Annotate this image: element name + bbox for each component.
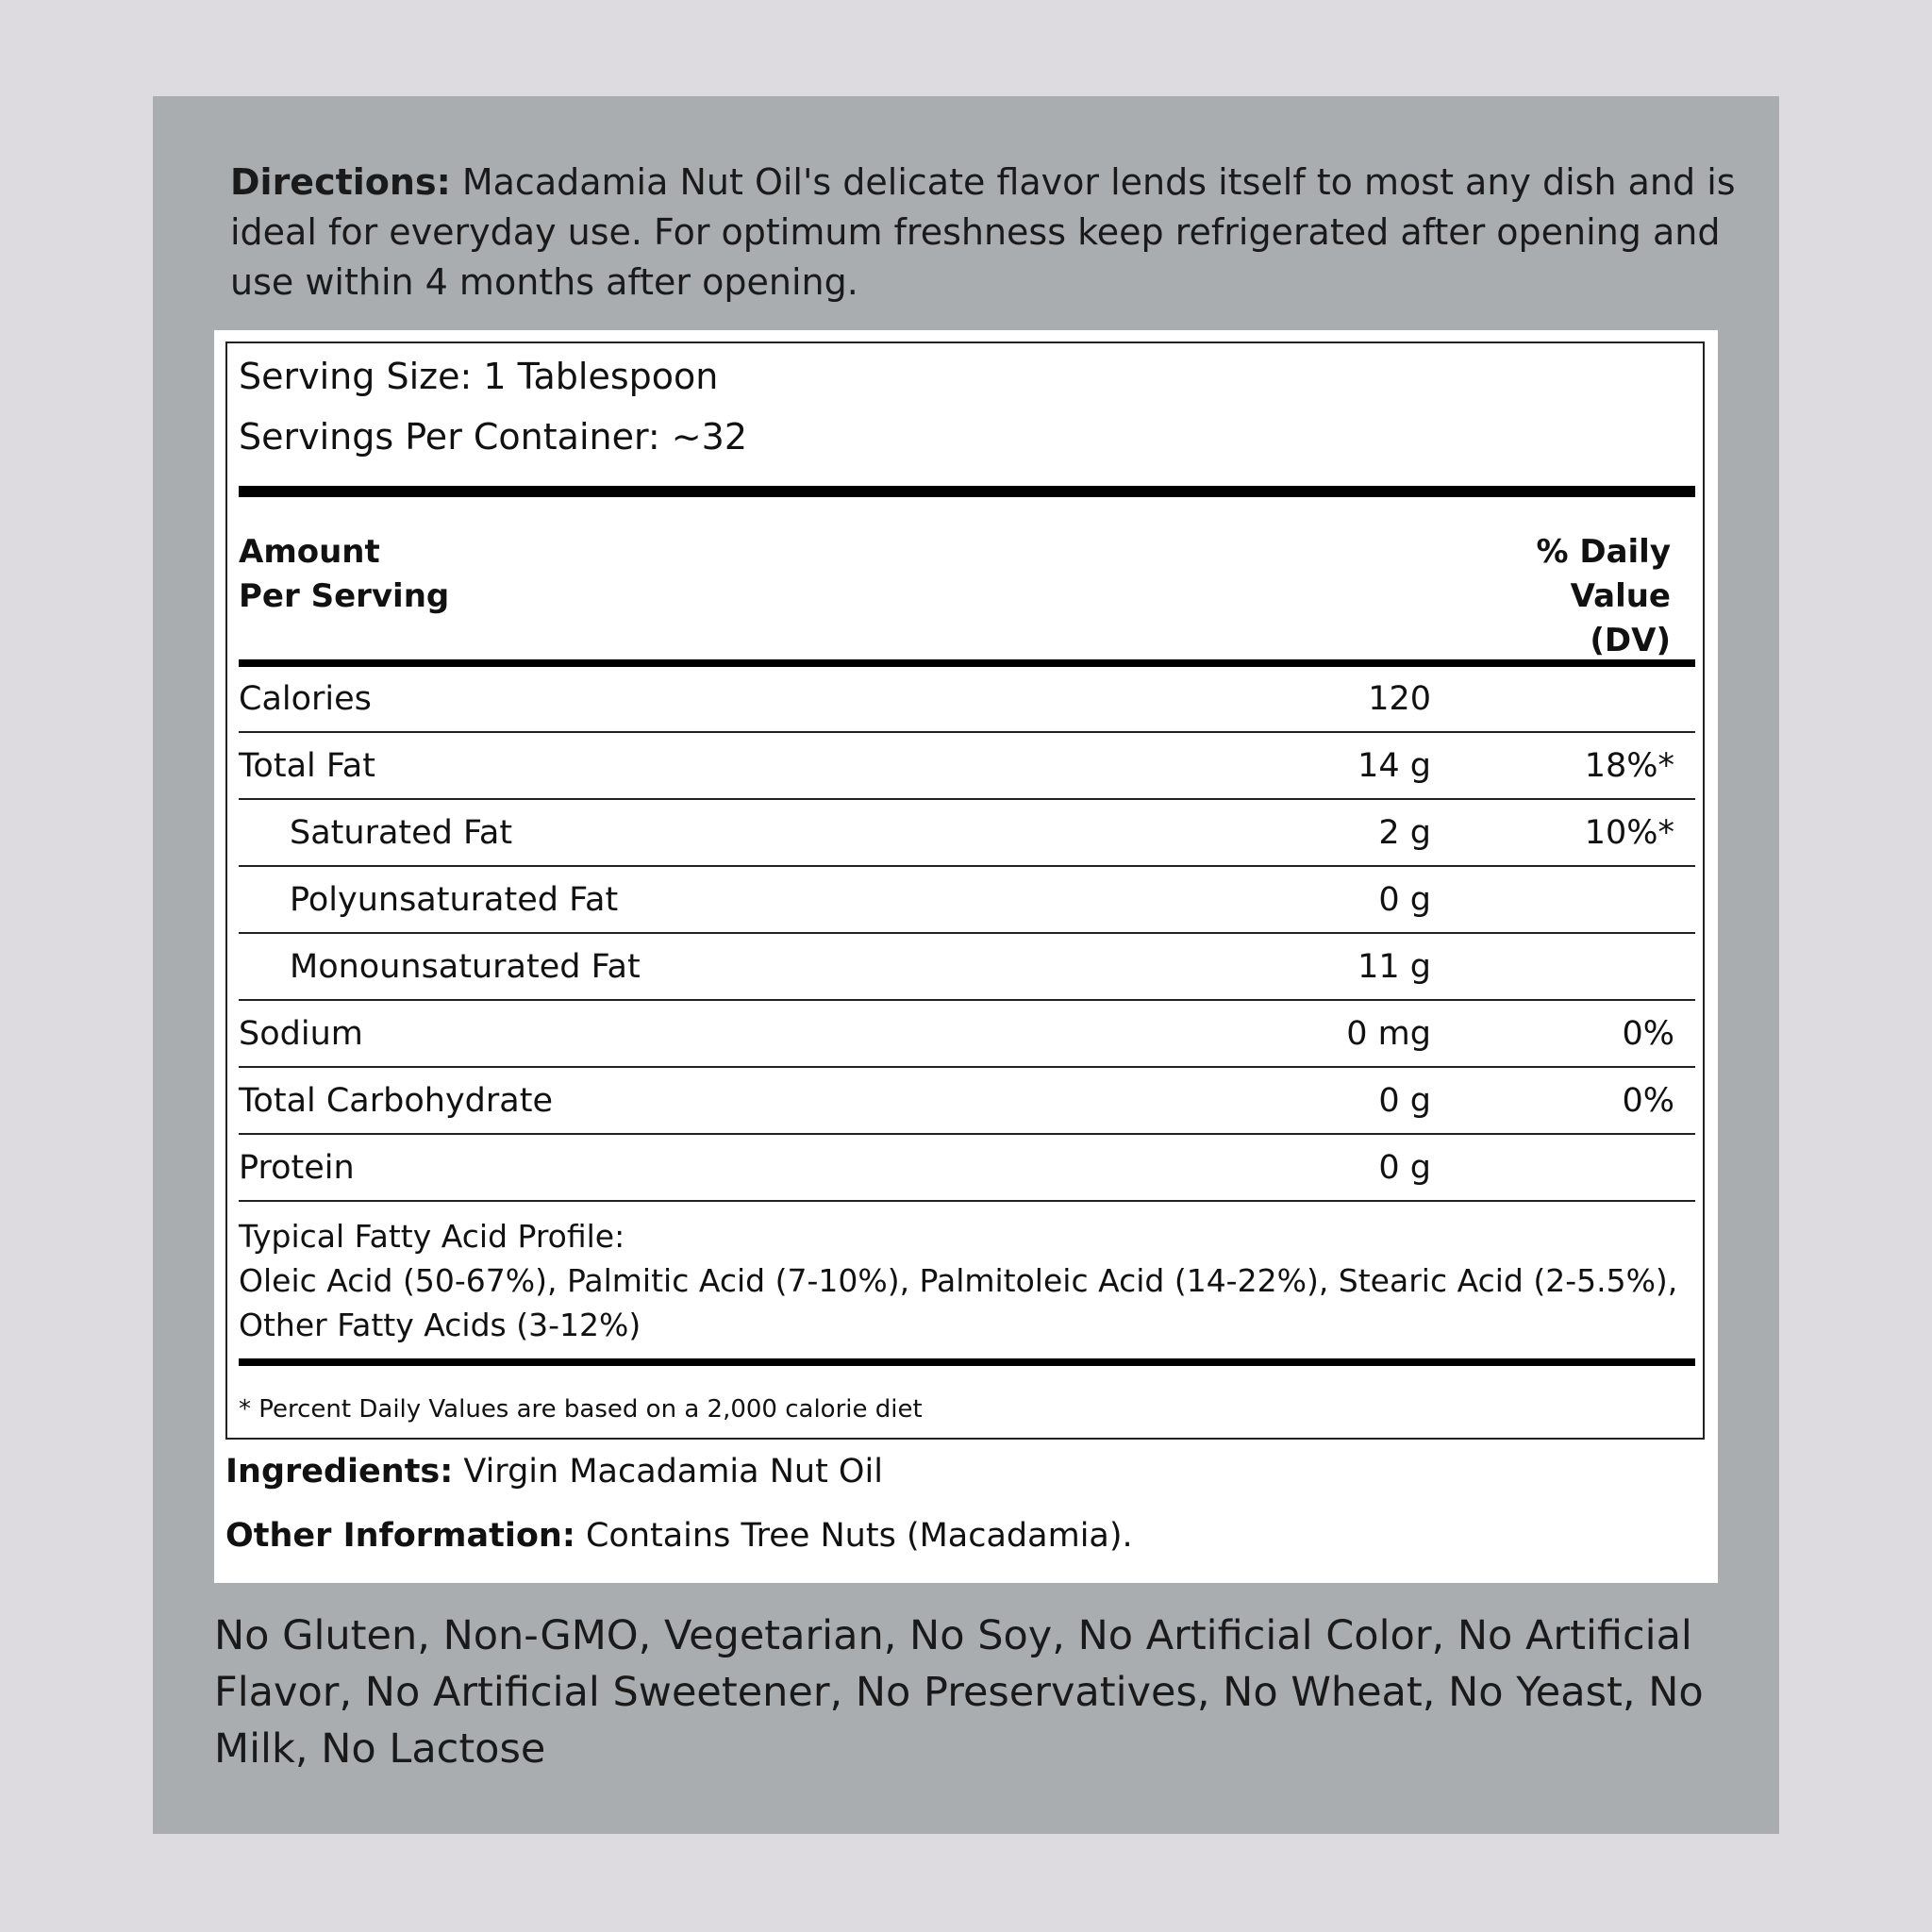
header-dv-line1: % Daily	[1536, 533, 1671, 571]
row-monounsaturated-fat	[239, 935, 1695, 1001]
row-label: Total Carbohydrate	[239, 1082, 553, 1120]
fatty-acid-profile	[239, 1214, 1682, 1347]
ingredients-text: Virgin Macadamia Nut Oil	[453, 1453, 883, 1491]
thick-rule-top	[239, 486, 1695, 497]
row-label: Saturated Fat	[290, 814, 513, 852]
row-amount: 14 g	[1357, 747, 1431, 785]
row-dv: 18%*	[1584, 747, 1674, 785]
row-amount: 0 g	[1378, 1082, 1431, 1120]
directions-label: Directions:	[230, 161, 451, 203]
thick-rule-bottom	[239, 1358, 1695, 1366]
dietary-claims: No Gluten, Non-GMO, Vegetarian, No Soy, No Artificial Color, No Artificial Flavor, No Artificial Sweetener, No Preservatives, No Wheat, No Yeast, No Milk, No Lactose	[214, 1612, 1704, 1773]
row-saturated-fat	[239, 801, 1695, 867]
row-protein	[239, 1136, 1695, 1202]
row-label: Polyunsaturated Fat	[290, 881, 619, 919]
row-amount: 120	[1368, 680, 1431, 718]
row-label: Total Fat	[239, 747, 375, 785]
row-label: Sodium	[239, 1015, 363, 1053]
row-label: Monounsaturated Fat	[290, 948, 641, 986]
other-information-text: Contains Tree Nuts (Macadamia).	[575, 1517, 1133, 1555]
other-information-line	[225, 1513, 1133, 1558]
ingredients-label: Ingredients:	[225, 1453, 454, 1491]
row-total-carbohydrate	[239, 1069, 1695, 1135]
directions-body: Macadamia Nut Oil's delicate flavor lends itself to most any dish and is ideal for everyday use. For optimum freshness keep refrigerated after opening and use within 4 months after opening.	[230, 161, 1736, 303]
other-information-label: Other Information:	[225, 1517, 575, 1555]
label-panel	[153, 96, 1779, 1834]
row-calories	[239, 667, 1695, 733]
row-amount: 0 mg	[1346, 1015, 1431, 1053]
row-dv: 0%	[1622, 1015, 1674, 1053]
directions-text	[230, 158, 1740, 308]
row-label: Protein	[239, 1149, 355, 1187]
ingredients-line	[225, 1449, 883, 1494]
serving-size: Serving Size: 1 Tablespoon	[239, 356, 719, 397]
row-polyunsaturated-fat	[239, 868, 1695, 934]
header-amount	[239, 530, 449, 619]
row-dv: 0%	[1622, 1082, 1674, 1120]
header-dv-line2: Value	[1570, 577, 1671, 615]
thick-rule-header	[239, 659, 1695, 667]
header-daily-value	[1536, 530, 1671, 663]
servings-per-container: Servings Per Container: ~32	[239, 416, 747, 458]
facts-section	[214, 330, 1718, 1583]
row-amount: 2 g	[1378, 814, 1431, 852]
profile-title: Typical Fatty Acid Profile:	[239, 1218, 625, 1255]
row-amount: 0 g	[1378, 881, 1431, 919]
header-dv-line3: (DV)	[1590, 622, 1671, 659]
header-amount-line1: Amount	[239, 533, 380, 571]
row-amount: 11 g	[1357, 948, 1431, 986]
profile-text: Oleic Acid (50-67%), Palmitic Acid (7-10%), Palmitoleic Acid (14-22%), Stearic Acid (2-5.5%), Other Fatty Acids (3-12%)	[239, 1262, 1678, 1343]
row-sodium	[239, 1002, 1695, 1068]
daily-value-footnote: * Percent Daily Values are based on a 2,000 calorie diet	[239, 1395, 923, 1424]
row-amount: 0 g	[1378, 1149, 1431, 1187]
nutrition-facts-box	[225, 341, 1705, 1440]
row-total-fat	[239, 734, 1695, 800]
row-label: Calories	[239, 680, 372, 718]
row-dv: 10%*	[1584, 814, 1674, 852]
header-amount-line2: Per Serving	[239, 577, 450, 615]
